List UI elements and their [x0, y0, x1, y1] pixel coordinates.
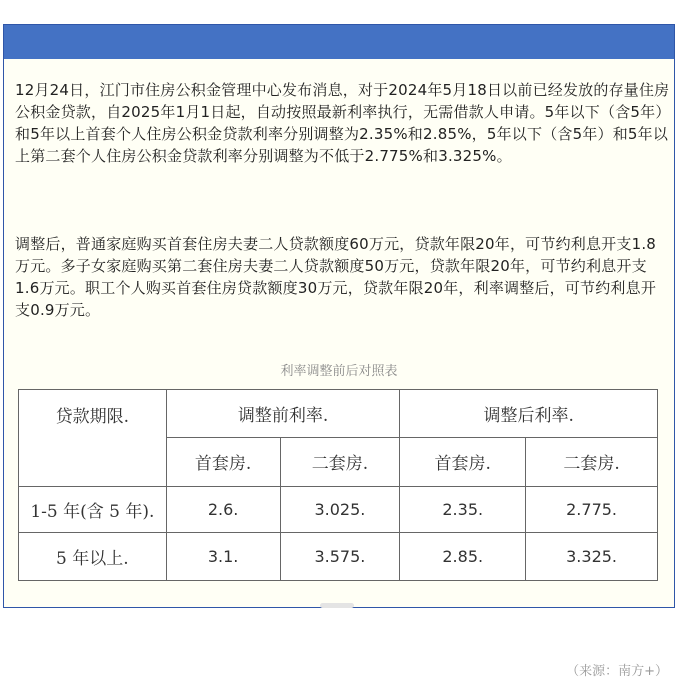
table-row	[19, 532, 658, 580]
subheader-before-second: 二套房.	[280, 438, 400, 486]
article-paragraph-2: 调整后，普通家庭购买首套住房夫妻二人贷款额度60万元，贷款年限20年，可节约利息开支1.8万元。多子女家庭购买第二套住房夫妻二人贷款额度50万元，贷款年限20年，可节约利息开支1.6万元。职工个人购买首套住房贷款额度30万元，贷款年限20年，利率调整后，可节约利息开支0.9万元。	[15, 235, 657, 319]
header-before-rate: 调整前利率.	[166, 390, 400, 438]
header-term: 贷款期限.	[19, 390, 167, 487]
cell-before-first: 3.1.	[166, 532, 280, 580]
scroll-indicator	[320, 603, 354, 608]
table-caption: 利率调整前后对照表	[280, 364, 398, 379]
cell-before-second: 3.575.	[280, 532, 400, 580]
card-header-bar	[4, 25, 674, 59]
subheader-after-second: 二套房.	[526, 438, 658, 486]
row-term: 1-5 年(含 5 年).	[19, 486, 167, 532]
cell-after-second: 2.775.	[526, 486, 658, 532]
subheader-after-first: 首套房.	[400, 438, 526, 486]
row-term: 5 年以上.	[19, 532, 167, 580]
cell-before-second: 3.025.	[280, 486, 400, 532]
table-row	[19, 486, 658, 532]
article-paragraph-1: 12月24日，江门市住房公积金管理中心发布消息，对于2024年5月18日以前已经发放的存量住房公积金贷款，自2025年1月1日起，自动按照最新利率执行，无需借款人申请。5年以下（含5年）和5年以上首套个人住房公积金贷款利率分别调整为2.35%和2.85%，5年以下（含5年）和5年以上第二套个人住房公积金贷款利率分别调整为不低于2.775%和3.325%。	[15, 81, 671, 165]
article-card	[3, 24, 675, 608]
subheader-before-first: 首套房.	[166, 438, 280, 486]
source-credit: （来源：南方+）	[566, 664, 668, 679]
cell-after-second: 3.325.	[526, 532, 658, 580]
cell-before-first: 2.6.	[166, 486, 280, 532]
cell-after-first: 2.35.	[400, 486, 526, 532]
rate-comparison-table	[18, 389, 658, 581]
header-after-rate: 调整后利率.	[400, 390, 658, 438]
cell-after-first: 2.85.	[400, 532, 526, 580]
